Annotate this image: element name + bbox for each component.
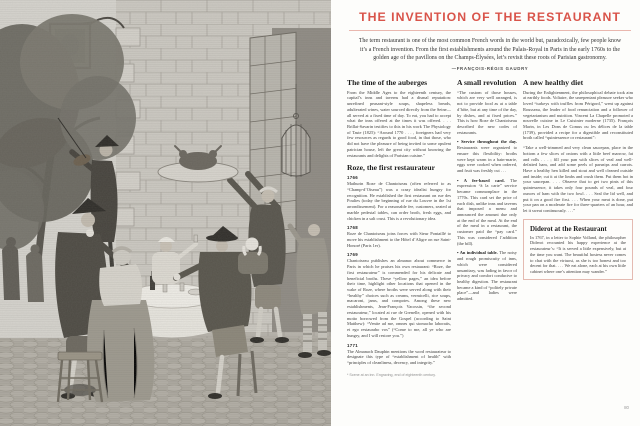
column-auberges-roze <box>347 79 451 379</box>
column-diet <box>523 79 633 379</box>
timeline-year: 1771 <box>347 342 358 348</box>
revolution-bullet <box>457 139 517 173</box>
bullet-text: The expression “à la carte” service became commonplace in the 1770s. This card set the price of each dish, unlike inns and taverns that imposed a menu and announced the amount due only at the end of the meal. At the end of the meal in a restaurant, the customer paid the “pay card.” This was considered l’addition (the bill). <box>457 177 517 246</box>
byline: —FRANÇOIS-RÉGIS GAUDRY <box>451 65 529 71</box>
revolution-bullet <box>457 250 517 301</box>
diderot-heading: Diderot at the Restaurant <box>530 224 607 233</box>
diderot-sidebar <box>523 219 633 280</box>
bullet-label: • Service throughout the day. <box>457 139 517 145</box>
section-heading-auberges: The time of the auberges <box>347 78 428 87</box>
intro-paragraph: The term restaurant is one of the most common French words in the world but, paradoxically, few people know it’s a French invention. From the first establishments around the Palais-Royal in Paris in the early 1760s to the golden age of the pavillons on the Champs-Élysées, let’s revisit these roots of Parisian gastronomy. <box>358 38 622 62</box>
article-columns <box>347 79 633 379</box>
section-heading-diet: A new healthy diet <box>523 78 584 87</box>
auberges-body: From the Middle Ages to the eighteenth century, the capital’s inns and taverns had a dismal reputation: unrefined peasant-style soups, shapeless breads, adulterated wines, water sourced directly from the Seine—all served at a fixed time of day. To eat, you had to accept what the inns offered at the times it was offered. . . . Brillat-Savarin testifies to this in his work The Physiology of Taste (1825): “Around 1770 . . . , foreigners had very few resources as regards to good food, in that those, who did not have the pleasure of being invited to some opulent patrician house, left the great city without knowing the restaurants and delights of Parisian cuisine.” <box>347 89 451 158</box>
article-page <box>331 0 640 426</box>
diderot-body: In 1767, in a letter to Sophie Volland, the philosopher Diderot recounted his happy experience at the restaurateur’s: “It is served a little expensively, but at the time you want. The beautiful hostess never comes to chat with the virtuosi, as she is too honest and too decent for that. . . . We eat alone, each at his own little cabinet where one’s attention may wander.” <box>530 234 626 275</box>
revolution-intro: “The custom of those houses, which are very well arranged, is not to provide food as at a table d’hôte, but at any time of the day, by dishes, and at fixed prices.” This is how Roze de Chantoiseau described the new codes of restaurants. <box>457 89 517 135</box>
section-heading-revolution: A small revolution <box>457 78 517 87</box>
timeline-year: 1768 <box>347 225 358 231</box>
timeline-entry: The Almanach Dauphin mentions the word restaurateur to designate this type of “establishment of health” with “principles of cleanliness, decency, and integrity.” <box>347 348 451 365</box>
timeline-entry: Chantoiseau publishes an almanac about commerce in Paris in which he praises his own restaurant: “Roze, the first restaurateur” is commended for his delicate and beneficial broths. These “yellow pages,” an idea before their time, highlight other locations that opened in the wake of Roze, where broths were served along with their “healthy” choices such as creams, vermicelli, rice soups, macaroni, jams, and compotes. Among these new establishments, Jean-François Vacossin, “the second restaurateur,” located at rue de Grenelle, opened with his motto borrowed from the Gospel (according to Saint Matthew): “Venite ad me, omnes qui stomacho laboratis, et ego restaurabo vos” (“Come to me, all ye who are hungry, and I will restore you.”) <box>347 258 451 338</box>
bullet-text: Restaurants were organized to ensure this flexibility: broths were kept warm in a bain-marie, eggs were cooked when ordered, and fruit was freshly cut . . . <box>457 145 517 173</box>
bullet-text: The noisy and rough promiscuity of inns, which were considered unsanitary, was fading in favor of privacy and comfort conducive to healthy digestion. The restaurant became a kind of “politely private place”—and ladies were admitted. <box>457 250 517 302</box>
bullet-label: • A fee-based card. <box>457 177 511 183</box>
diet-paragraph: During the Enlightenment, the philosophical debate took aim at earthly foods. Voltaire, the unrepentant pleasure seeker who loved “turkeys with truffles from Périgord,” went up against Rousseau, the leader of food renunciation and a follower of vegetarianism and nutrition. Vincent La Chapelle promoted a nouvelle cuisine in Le Cuisinier moderne (1735). François Marin, in Les Dons de Comus ou les délices de la table (1739), provided a recipe for a digestible and reconstituted broth called “quintessence or restaurant”: <box>523 89 633 141</box>
section-heading-roze: Roze, the first restaurateur <box>347 163 435 173</box>
timeline-entry: Roze de Chantoiseau joins forces with Sieur Pontaillé to move his establishment to the Hôtel d’Aligre on rue Saint-Honoré (Paris 1er). <box>347 231 451 248</box>
title-rule <box>349 30 631 31</box>
engraving-caption-footnote: * Scene at an inn. Engraving, end of eighteenth century. <box>347 372 436 377</box>
page-title: THE INVENTION OF THE RESTAURANT <box>359 10 621 24</box>
timeline-year: 1769 <box>347 252 358 258</box>
revolution-bullet <box>457 178 517 247</box>
diet-paragraph: “Take a well-trimmed and very clean saucepan, place in the bottom a few slices of onions with a little beef marrow, fat and rolls . . . ; fill your pan with slices of veal and well-defatted ham, and add some peels of parsnips and carrots. Have a healthy hen killed and stout and well cleaned outside and inside; cut it at the limbs and crush them. Put them hot in your saucepan. . . . Observe that to get two pints of this quintessence, it takes only four pounds of veal, and four ounces of ham with the two fowl. . . . Seal the lid well, and put it on a good fire first. . . . When your meat is done, put your pan on a moderate fire for three-quarters of an hour, and let it sweat continuously. . . .” <box>523 145 633 214</box>
timeline-year: 1766 <box>347 175 358 181</box>
timeline-entry: Mathurin Roze de Chantoiseau (often referred to as “Champ-d’Oiseau”) was a crazy idealist hungry for recognition. He established the first restaurant on rue des Poulies (today the beginning of rue du Louvre in the 1st arrondissement). For a reasonable fee, customers, seated at marble pedestal tables, can order broth, fresh eggs, and chicken in a salt crust. This is a revolutionary idea. <box>347 181 451 221</box>
column-revolution <box>457 79 517 379</box>
page-number: 80 <box>624 405 629 410</box>
bullet-label: • An individual table. <box>457 250 500 256</box>
